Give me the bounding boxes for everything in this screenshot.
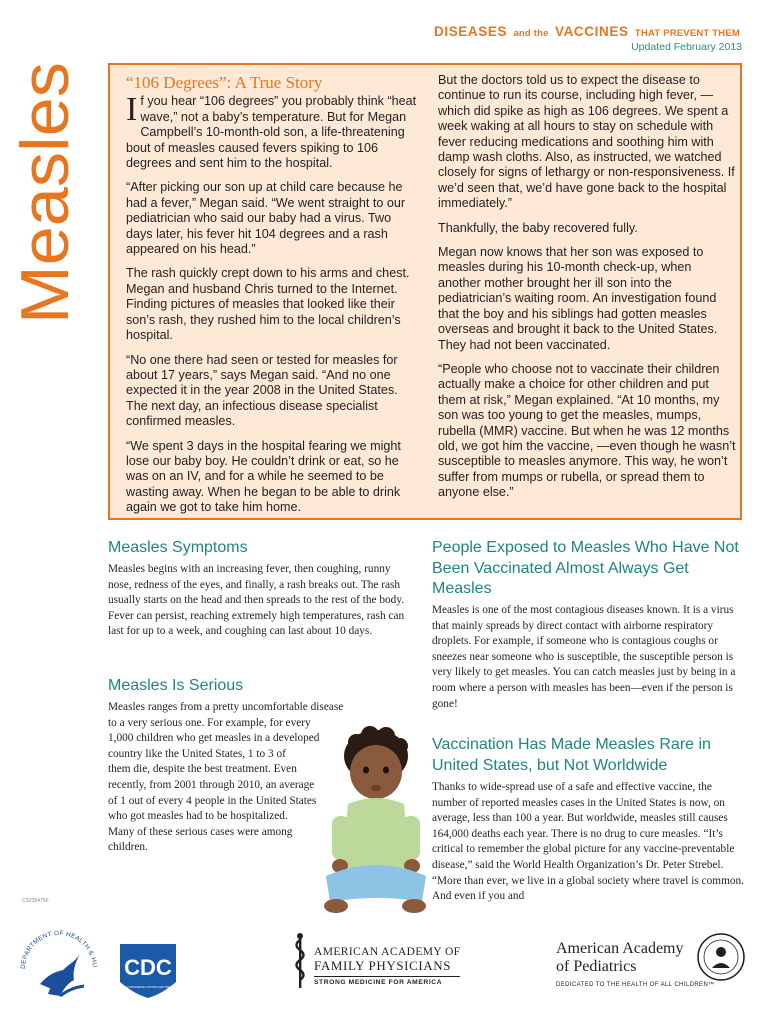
symptoms-body <box>108 562 414 640</box>
story-paragraph: “After picking our son up at child care because he had a fever,” Megan said. “We went straight to our pediatrician who said our baby had a virus. Two days later, his fever hit 104 degrees and a rash appeared on his head.” <box>126 180 406 257</box>
story-paragraph: Thankfully, the baby recovered fully. <box>438 220 638 235</box>
story-dropcap: I <box>126 91 138 129</box>
serious-line: children. <box>108 841 148 854</box>
story-paragraph: Megan now knows that her son was exposed to measles during his 10-month check-up, when another mother brought her ill son into the pediatrician’s waiting room. An investigation found that the boy and his siblings had gotten measles overseas and brought it back to the United States. They had not been vaccinated. <box>438 245 718 352</box>
story-paragraph: “No one there had seen or tested for measles for about 17 years,” says Megan said. “And no one expected it in the year 2008 in the United States. The next day, an infectious disease specialist confirmed measles. <box>126 352 398 429</box>
serious-line: to a very serious one. For example, for every <box>108 716 311 729</box>
vertical-title-text: Measles <box>7 70 83 324</box>
vaccination-heading: Vaccination Has Made Measles Rare in United States, but Not Worldwide <box>432 736 711 774</box>
vertical-page-title <box>6 58 84 328</box>
story-title: “106 Degrees”: A True Story <box>126 73 323 92</box>
story-paragraph: The rash quickly crept down to his arms and chest. Megan and husband Chris turned to the Internet. Finding pictures of measles that looked like their son’s rash, they rushed him to the local children’s hospital. <box>126 266 410 343</box>
series-that-prevent-them: THAT PREVENT THEM <box>634 28 740 39</box>
series-diseases: DISEASES <box>434 24 508 39</box>
vaccination-text: Thanks to wide-spread use of a safe and effective vaccine, the number of reported measles cases in the United States is now, on average, less than 100 a year. But worldwide, measles still causes 164,000 deaths each year. There is no drug to cure measles. “It’s critical to remember the global picture for any vaccine-preventable disease,” said the World Health Organization’s Dr. Peter Strebel. “More than ever, we live in a global society where travel is common. And even if you and <box>432 781 744 903</box>
baby-photo <box>318 726 430 916</box>
document-code: CS235475F <box>22 898 49 904</box>
serious-heading: Measles Is Serious <box>108 677 244 694</box>
story-left-column <box>126 75 420 525</box>
series-header <box>434 24 742 53</box>
serious-line: 1,000 children who get measles in a developed <box>108 732 320 745</box>
exposed-body <box>432 603 744 712</box>
exposed-heading: People Exposed to Measles Who Have Not Been Vaccinated Almost Always Get Measles <box>432 539 739 597</box>
serious-line: recently, from 2001 through 2010, an average <box>108 778 315 791</box>
updated-date: Updated February 2013 <box>631 41 742 53</box>
series-and-the: and the <box>513 28 549 39</box>
svg-text:DEPARTMENT OF HEALTH & HUMAN S <box>14 924 98 969</box>
vaccination-body <box>432 780 744 905</box>
hhs-seal-logo <box>14 924 104 1014</box>
aafp-line1: AMERICAN ACADEMY OF <box>314 946 461 958</box>
symptoms-heading: Measles Symptoms <box>108 539 248 556</box>
story-paragraph: But the doctors told us to expect the disease to continue to run its course, including high fever, —which did spike as high as 106 degrees. We spent a week waking at all hours to stay on schedule with fever reducing medications and soothing him with damp wash cloths. Also, as instructed, we watched closely for signs of lethargy or non-responsiveness. If we’d seen that, we’d have gone back to the hospital immediately.” <box>438 73 735 211</box>
story-paragraph: “We spent 3 days in the hospital fearing we might lose our baby boy. He couldn’t drink or eat, so he was on an IV, and for a while he seemed to be wasting away. When he began to be able to drink again we got to take him home. <box>126 438 401 515</box>
aap-seal-icon <box>696 932 746 982</box>
serious-line: them die, despite the best treatment. Even <box>108 763 297 776</box>
caduceus-icon <box>290 930 310 990</box>
series-vaccines: VACCINES <box>554 24 629 39</box>
cdc-logo-text: CDC <box>124 955 172 980</box>
aafp-line2: FAMILY PHYSICIANS <box>314 958 452 973</box>
aap-line1: American Academy <box>556 940 684 957</box>
serious-line: of 1 out of every 4 people in the United States <box>108 794 317 807</box>
aafp-logo <box>314 946 460 986</box>
story-paragraph: “People who choose not to vaccinate their children actually make a choice for other children and put them at risk,” Megan explained. “At 10 months, my son was too young to get the measles, mumps, rubella (MMR) vaccine. But when he was 12 months old, we got him the vaccine, —even though he wasn’t susceptible to measles anymore. This way, he won’t suffer from mumps or rubella, or spread them to anyone else.” <box>438 361 736 500</box>
serious-line: country like the United States, 1 to 3 of <box>108 747 286 760</box>
true-story-box <box>108 63 742 520</box>
serious-line: Measles ranges from a pretty uncomfortable disease <box>108 701 344 713</box>
hhs-seal-text: DEPARTMENT OF HEALTH & HU <box>19 929 99 970</box>
aap-logo <box>556 940 715 988</box>
aap-line2: of Pediatrics <box>556 958 637 975</box>
story-paragraph-text: f you hear “106 degrees” you probably think “heat wave,” not a baby’s temperature. But for Megan Campbell’s 10-month-old son, a life-threatening bout of measles caused fevers spiking to 106 degrees and sent him to the hospital. <box>126 94 417 171</box>
story-paragraph <box>126 91 420 171</box>
symptoms-text: Measles begins with an increasing fever, then coughing, runny nose, redness of the eyes, and finally, a rash breaks out. The rash usually starts on the head and then spreads to the rest of the body. Fever can persist, reaching extremely high temperatures, rash can last for up to a week, and coughing can last about 10 days. <box>108 563 405 638</box>
cdc-logo <box>116 942 180 1002</box>
cdc-logo-subtext: CENTERS FOR DISEASE CONTROL AND PREVENTION <box>116 986 180 989</box>
aap-tagline: DEDICATED TO THE HEALTH OF ALL CHILDREN™ <box>556 982 715 988</box>
story-right-column <box>438 73 736 510</box>
aafp-tagline: STRONG MEDICINE FOR AMERICA <box>314 976 460 986</box>
exposed-text: Measles is one of the most contagious diseases known. It is a virus that mainly spreads by direct contact with airborne respiratory droplets. For example, if someone who is contagious coughs or sneezes near someone who is susceptible, the susceptible person is very likely to get measles. You can catch measles just by being in a room where a person with measles has been—even if the person is gone! <box>432 604 736 710</box>
serious-line: who got measles had to be hospitalized. <box>108 810 288 823</box>
serious-line: Many of these serious cases were among <box>108 825 293 838</box>
series-title <box>434 24 742 39</box>
